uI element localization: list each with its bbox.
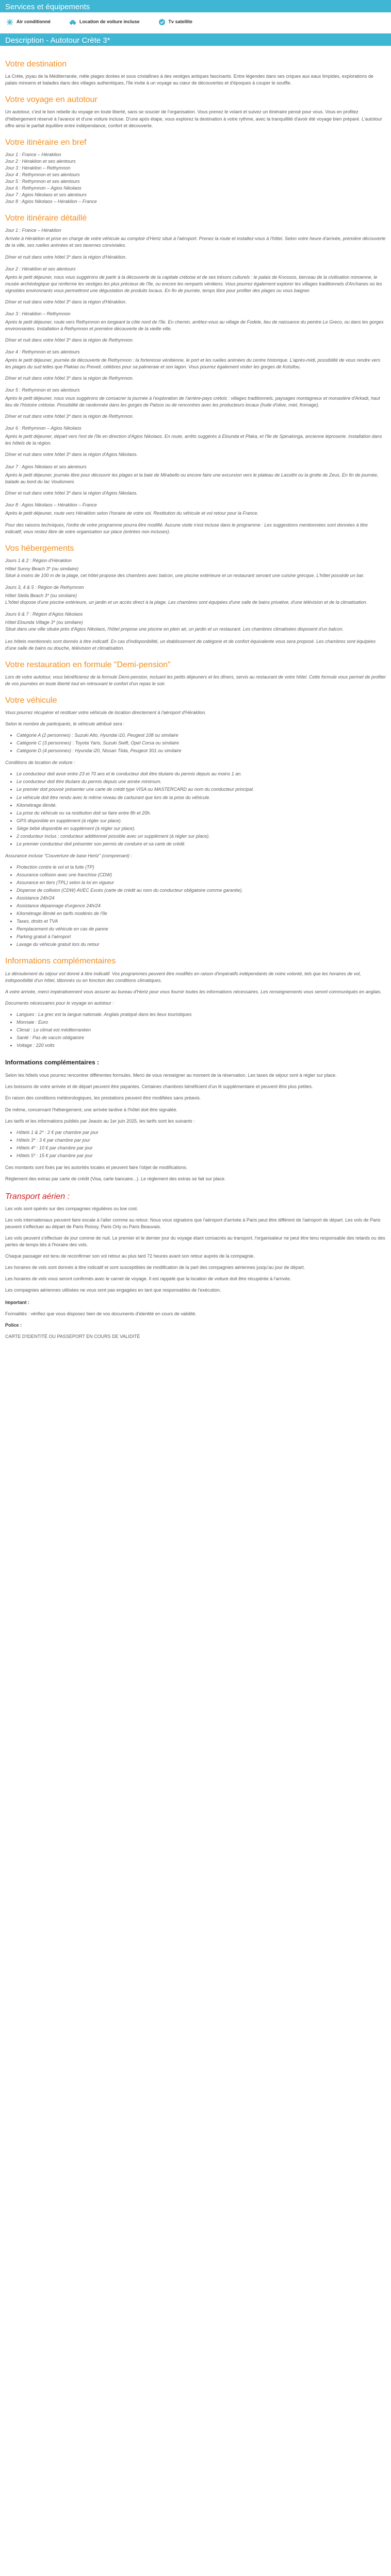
day-text: Après le petit déjeuner, route vers Rethymnon en longeant la côte nord de l'île. En chemin, arrêtez-vous au village de Fodele, lieu de naissance du peintre Le Greco, ou dans les gorges environnantes. Installation à Rethymnon et première découverte de la vieille ville. xyxy=(5,319,384,331)
itinerary-brief-item: Jour 4 : Rethymnon et ses alentours xyxy=(5,172,80,177)
check-circle-icon xyxy=(158,19,166,26)
day-text: Arrivée à Héraklion et prise en charge de votre véhicule au comptoir d'Hertz situé à l'aéroport. Prenez la route et installez-vous à l'hôtel. Selon votre heure d'arrivée, première découverte de la ville, ses ruelles animées et ses tavernes conviviales. xyxy=(5,236,386,248)
day-text: Après le petit déjeuner, nous vous suggérons de partir à la découverte de la capitale crétoise et de ses trésors culturels : le palais de Knossos, berceau de la civilisation minoenne, le musée archéologique qui renferme les vestiges les plus précieux de l'île, ou encore les remparts vénitiens. Vous pourrez également explorer les villages traditionnels d'Archanes où les vignobles environnants vous permettront une dégustation de produits locaux. En fin de journée, temps libre pour profiter des plages ou vous baigner. xyxy=(5,274,382,293)
insurance-item: • Kilométrage illimité en tarifs modérés de l'île xyxy=(17,910,386,917)
itinerary-detail-list xyxy=(5,227,386,516)
vehicle-condition: • 2 conducteur inclus ; conducteur additionnel possible avec un supplément (à régler sur place). xyxy=(17,833,386,840)
voyage-title: Votre voyage en autotour xyxy=(5,95,97,105)
hebergements-title: Vos hébergements xyxy=(5,544,74,553)
hotel-text: L'hôtel dispose d'une piscine extérieure, un jardin et un accès direct à la plage. Les chambres sont équipées d'une salle de bains privative, d'une télévision et de la climatisation. xyxy=(5,600,368,605)
doc-item: • Climat : Le climat est méditerranéen xyxy=(17,1027,386,1033)
itinerary-day xyxy=(5,311,386,344)
tarif-item: • Hôtels 5* : 15 € par chambre par jour xyxy=(17,1153,386,1159)
important-text: Formalités : vérifiez que vous disposez bien de vos documents d'identité en cours de validité. xyxy=(5,1311,197,1316)
vehicule-cond-title: Conditions de location de voiture : xyxy=(5,760,75,766)
insurance-item: • Taxes, droits et TVA xyxy=(17,918,386,925)
hebergements-list xyxy=(5,557,386,633)
service-item xyxy=(158,19,193,26)
infos2-paragraph: En raison des conditions météorologiques, les prestations peuvent être modifiées sans préavis. xyxy=(5,1095,201,1101)
infos2-last: Règlement des extras par carte de crédit (Visa, carte bancaire...). Le règlement des extras se fait sur place. xyxy=(5,1176,226,1181)
vehicle-condition: • Le premier conducteur doit présenter son permis de conduire et sa carte de crédit. xyxy=(17,841,386,848)
transport-paragraph: Les horaires de vols sont donnés à titre indicatif et sont susceptibles de modification de la part des compagnies aériennes jusqu'au jour de départ. xyxy=(5,1265,305,1270)
vehicule-conditions xyxy=(17,771,386,847)
description-content xyxy=(0,46,391,1355)
insurance-item: • Assistance 24h/24 xyxy=(17,895,386,902)
vehicle-category: • Catégorie C (3 personnes) : Toyota Yaris, Suzuki Swift, Opel Corsa ou similaire xyxy=(17,740,386,747)
day-night: Dîner et nuit dans votre hôtel 3* dans la région de Rethymnon. xyxy=(5,414,134,419)
hotel-group-title: Jours 1 & 2 : Région d'Héraklion xyxy=(5,558,72,564)
vehicle-condition: • Le véhicule doit être rendu avec le même niveau de carburant que lors de la prise du véhicule. xyxy=(17,794,386,801)
important-title: Important : xyxy=(5,1299,29,1305)
transport-title: Transport aérien : xyxy=(5,1192,70,1201)
day-text: Après le petit déjeuner, journée de découverte de Rethymnon : la forteresse vénitienne, le port et les ruelles animées du centre historique. L'après-midi, possibilité de vous rendre vers les plages du sud telles que Plakias ou Preveli, célèbres pour sa palmeraie et son lagon. Vous pourrez également visiter les gorges de Kotsifou. xyxy=(5,358,381,370)
infos2-paragraph: Les boissons de votre arrivée et de départ peuvent être payantes. Certaines chambres bénéficient d'un lit supplémentaire et peuvent être plus petites. xyxy=(5,1084,313,1090)
itinerary-day xyxy=(5,464,386,497)
hebergements-note: Les hôtels mentionnés sont donnés à titre indicatif. En cas d'indisponibilité, un établissement de catégorie et de confort équivalente vous sera proposé. Les chambres sont équipées d'une salle de bains ou douche, télévision et climatisation. xyxy=(5,638,376,651)
transport-paragraphs xyxy=(5,1206,386,1294)
itinerary-brief-item: Jour 5 : Rethymnon et ses alentours xyxy=(5,178,80,184)
services-bar: Services et équipements xyxy=(0,0,391,12)
itinerary-day xyxy=(5,349,386,382)
insurance-item: • Lavage du véhicule gratuit lors du retour xyxy=(17,941,386,948)
doc-item: • Monnaie : Euro xyxy=(17,1019,386,1026)
tarif-title: Les tarifs et les informations publiés par Jeauto au 1er juin 2025, les tarifs sont les suivants : xyxy=(5,1118,195,1124)
itinerary-brief-list xyxy=(5,151,386,205)
restauration-text: Lors de votre autotour, vous bénéficierez de la formule Demi-pension, incluant les petits déjeuners et les dîners, servis au restaurant de votre hôtel. Cette formule vous permet de profiter de vos journées en toute liberté tout en retrouvant le confort d'un repas le soir. xyxy=(5,674,386,686)
itinerary-day xyxy=(5,266,386,306)
police-text: CARTE D'IDENTITÉ OU PASSEPORT EN COURS DE VALIDITÉ xyxy=(5,1333,140,1339)
infos2-paragraph: De même, concernant l'hébergement, une arrivée tardive à l'hôtel doit être signalée. xyxy=(5,1107,178,1112)
itinerary-brief-item: Jour 1 : France – Héraklion xyxy=(5,151,61,157)
tarif-list xyxy=(17,1129,386,1159)
day-text: Après le petit déjeuner, route vers Héraklion selon l'horaire de votre vol. Restitution du véhicule et vol retour pour la France. xyxy=(5,510,258,516)
transport-paragraph: Les vols peuvent s'effectuer de jour comme de nuit. Le premier et le dernier jour du voyage étant consacrés au transport, l'organisateur ne peut être tenu responsable des retards ou des pertes de temps liés à l'horaire des vols. xyxy=(5,1235,385,1248)
vehicule-insurance xyxy=(17,864,386,948)
day-title: Jour 8 : Agios Nikolaos – Héraklion – France xyxy=(5,502,97,507)
vehicule-ins-title: Assurance incluse "Couverture de base Hertz" (comprenant) : xyxy=(5,853,133,858)
insurance-item: • Protection contre le vol et la fuite (TP) xyxy=(17,864,386,871)
vehicle-condition: • Siège bébé disponible en supplément (à régler sur place). xyxy=(17,825,386,832)
vehicule-title: Votre véhicule xyxy=(5,696,57,705)
vehicule-intro: Vous pourrez récupérer et restituer votre véhicule de location directement à l'aéroport d'Héraklion. xyxy=(5,710,206,716)
insurance-item: • Dispense de collision (CDW) AVEC Excès (carte de crédit au nom du conducteur obligatoire comme garantie). xyxy=(17,887,386,894)
hotel-group-title: Jours 3, 4 & 5 : Région de Rethymnon xyxy=(5,585,84,590)
itinerary-note: Pour des raisons techniques, l'ordre de votre programme pourra être modifié. Aucune visite n'est incluse dans le programme : Les suggestions mentionnées sont données à titre indicatif, vous restez libre de votre organisation sur place (entrées non incluses). xyxy=(5,522,368,534)
tarif-item: • Hôtels 3* : 3 € par chambre par jour xyxy=(17,1137,386,1144)
car-icon xyxy=(69,19,76,26)
itinerary-day xyxy=(5,387,386,420)
infos-docs xyxy=(17,1011,386,1049)
restauration-title: Votre restauration en formule "Demi-pension" xyxy=(5,660,171,669)
service-item xyxy=(69,19,140,26)
vehicle-condition: • La prise du véhicule ou sa restitution doit se faire entre 8h et 20h. xyxy=(17,810,386,817)
day-text: Après le petit déjeuner, journée libre pour découvrir les plages et la baie de Mirabello ou encore faire une excursion vers le plateau de Lassithi ou la grotte de Zeus. En fin de journée, balade au bord du lac Voulismeni. xyxy=(5,472,379,484)
day-title: Jour 5 : Rethymnon et ses alentours xyxy=(5,387,80,393)
transport-paragraph: Les vols internationaux peuvent faire escale à l'aller comme au retour. Nous vous signalons que l'aéroport d'arrivée à Paris peut être différent de l'aéroport de départ. Les vols de Paris peuvent s'effectuer au départ de Paris Roissy, Paris Orly ou Paris Beauvais. xyxy=(5,1217,381,1230)
infos2-title: Informations complémentaires : xyxy=(5,1059,100,1066)
vehicle-condition: • Kilométrage illimité. xyxy=(17,802,386,809)
day-title: Jour 4 : Rethymnon et ses alentours xyxy=(5,349,80,354)
vehicule-categories xyxy=(17,732,386,754)
doc-item: • Voltage : 220 volts xyxy=(17,1042,386,1049)
day-title: Jour 2 : Héraklion et ses alentours xyxy=(5,266,76,272)
day-title: Jour 7 : Agios Nikolaos et ses alentours xyxy=(5,464,87,469)
itinerary-brief-title: Votre itinéraire en bref xyxy=(5,138,87,147)
tarif-note: Ces montants sont fixés par les autorités locales et peuvent faire l'objet de modifications. xyxy=(5,1164,188,1170)
service-label: Tv satellite xyxy=(168,19,193,25)
snowflake-icon xyxy=(6,19,13,26)
transport-paragraph: Les vols sont opérés sur des compagnies régulières ou low cost. xyxy=(5,1206,138,1212)
doc-item: • Langues : La grec est la langue nationale. Anglais pratiqué dans les lieux touristiques xyxy=(17,1011,386,1018)
hotel-name: Hôtel Sunny Beach 3* (ou similaire) xyxy=(5,566,79,572)
description-bar: Description - Autotour Crète 3* xyxy=(0,33,391,46)
transport-paragraph: Les compagnies aériennes utilisées ne vous sont pas engagées en tant que responsables de l'exécution. xyxy=(5,1287,221,1293)
day-title: Jour 3 : Héraklion – Rethymnon xyxy=(5,311,71,316)
hotel-text: Situé dans une ville située près d'Agios Nikolaos, l'hôtel propose une piscine en plein air, un jardin et un restaurant. Les chambres climatisées disposent d'un balcon. xyxy=(5,626,344,632)
tarif-item: • Hôtels 4* : 10 € par chambre par jour xyxy=(17,1145,386,1151)
insurance-item: • Assurance collision avec une franchise (CDW) xyxy=(17,872,386,878)
infos-docs-title: Documents nécessaires pour le voyage en autotour : xyxy=(5,1000,114,1006)
infos-p2: A votre arrivée, merci impérativement vous assurer au bureau d'Hertz pour vous fournir toutes les informations nécessaires. Les renseignements vous seront communiqués en anglais. xyxy=(5,989,382,994)
vehicle-condition: • GPS disponible en supplément (à régler sur place). xyxy=(17,818,386,824)
insurance-item: • Assistance dépannage d'urgence 24h/24 xyxy=(17,903,386,909)
day-night: Dîner et nuit dans votre hôtel 3* dans la région de Rethymnon. xyxy=(5,376,134,381)
hotel-text: Situé à moins de 100 m de la plage, cet hôtel propose des chambres avec balcon, une piscine extérieure et un restaurant servant une cuisine grecque. L'hôtel possède un bar. xyxy=(5,573,365,579)
hotel-name: Hôtel Stella Beach 3* (ou similaire) xyxy=(5,593,77,599)
itinerary-day xyxy=(5,227,386,260)
destination-title: Votre destination xyxy=(5,60,67,69)
itinerary-day xyxy=(5,502,386,517)
infos-p1: Le déroulement du séjour est donné à titre indicatif. Vos programmes peuvent être modifiés en raison d'impératifs indépendants de notre volonté, tels que les horaires de vol, indisponibilité d'un hôtel, tâtonnés ou en fonction des conditions climatiques. xyxy=(5,971,361,983)
police-title: Police : xyxy=(5,1322,22,1328)
day-text: Après le petit déjeuner, départ vers l'est de l'île en direction d'Agios Nikolaos. En route, arrêts suggérés à Elounda et Plaka, et l'île de Spinalonga, ancienne léproserie. Installation dans les hôtels de la région. xyxy=(5,434,382,446)
hotel-name: Hôtel Elounda Village 3* (ou similaire) xyxy=(5,620,83,625)
itinerary-brief-item: Jour 2 : Héraklion et ses alentours xyxy=(5,158,76,164)
itinerary-brief-item: Jour 3 : Héraklion – Rethymnon xyxy=(5,165,71,171)
day-title: Jour 1 : France – Héraklion xyxy=(5,228,61,233)
itinerary-brief-item: Jour 7 : Agios Nikolaos et ses alentours xyxy=(5,192,87,198)
doc-item: • Santé : Pas de vaccin obligatoire xyxy=(17,1035,386,1041)
day-night: Dîner et nuit dans votre hôtel 3* dans la région d'Agios Nikolaos. xyxy=(5,452,138,457)
day-night: Dîner et nuit dans votre hôtel 3* dans la région de Rethymnon. xyxy=(5,337,134,343)
itinerary-brief-item: Jour 6 : Rethymnon – Agios Nikolaos xyxy=(5,185,82,191)
vehicule-cat-title: Selon le nombre de participants, le véhicule attribué sera : xyxy=(5,721,125,727)
service-label: Air conditionné xyxy=(17,19,51,25)
transport-paragraph: Les horaires de vols vous seront confirmés avec le carnet de voyage. Il est rappelé que la location de voiture doit être récupérée à l'arrivée. xyxy=(5,1276,291,1282)
transport-paragraph: Chaque passager est tenu de reconfirmer son vol retour au plus tard 72 heures avant son retour auprès de la compagnie. xyxy=(5,1253,255,1259)
day-night: Dîner et nuit dans votre hôtel 3* dans la région d'Agios Nikolaos. xyxy=(5,490,138,496)
infos2-paragraphs xyxy=(5,1072,386,1113)
service-label: Location de voiture incluse xyxy=(79,19,140,25)
vehicle-condition: • Le conducteur doit être titulaire du permis depuis une année minimum. xyxy=(17,778,386,785)
itinerary-brief-item: Jour 8 : Agios Nikolaos – Héraklion – France xyxy=(5,199,97,205)
vehicle-category: • Catégorie D (4 personnes) : Hyundai i20, Nissan Tiida, Peugeot 301 ou similaire xyxy=(17,748,386,754)
insurance-item: • Assurance en tiers (TPL) selon la loi en vigueur xyxy=(17,879,386,886)
hotel-group xyxy=(5,584,386,606)
service-item xyxy=(6,19,51,26)
day-title: Jour 6 : Rethymnon – Agios Nikolaos xyxy=(5,426,82,431)
voyage-text: Un autotour, c'est le bon rebelle du voyage en toute liberté, sans se soucier de l'organisation. Vous prenez le volant et suivez un itinéraire pensé pour vous. Vous en profitez d'hébergement réservé à l'avance et d'une voiture incluse. D'une após étape, vous explorez la destination à votre rythme, avec la tranquillité d'avoir été voyage bien préparé. L'autotour offre ainsi le parfait équilibre entre indépendance, confort et découverte. xyxy=(5,109,382,128)
vehicle-category: • Catégorie A (2 personnes) : Suzuki Alto, Hyundai i10, Peugeot 108 ou similaire xyxy=(17,732,386,739)
itinerary-detail-title: Votre itinéraire détaillé xyxy=(5,214,87,223)
day-night: Dîner et nuit dans votre hôtel 3* dans la région d'Héraklion. xyxy=(5,254,127,260)
infos2-paragraph: Selon les hôtels vous pourrez rencontrer différentes formules. Merci de vous renseigner au moment de la réservation. Les taxes de séjour sont à régler sur place. xyxy=(5,1073,337,1078)
hotel-group xyxy=(5,557,386,579)
hotel-group xyxy=(5,611,386,633)
vehicle-condition: • Le conducteur doit avoir entre 23 et 70 ans et le conducteur doit être titulaire du permis depuis au moins 1 an. xyxy=(17,771,386,777)
insurance-item: • Parking gratuit à l'aéroport xyxy=(17,934,386,940)
insurance-item: • Remplacement du véhicule en cas de panne xyxy=(17,926,386,933)
hotel-group-title: Jours 6 & 7 : Région d'Agios Nikolaos xyxy=(5,612,83,617)
day-night: Dîner et nuit dans votre hôtel 3* dans la région d'Héraklion. xyxy=(5,299,127,304)
vehicle-condition: • Le premier doit pouvoir présenter une carte de crédit type VISA ou MASTERCARD au nom du conducteur principal. xyxy=(17,786,386,793)
itinerary-day xyxy=(5,425,386,458)
tarif-item: • Hôtels 1 & 2* : 2 € par chambre par jour xyxy=(17,1129,386,1136)
day-text: Après le petit déjeuner, nous vous suggérons de consacrer la journée à l'exploration de l'arrière-pays crétois : villages traditionnels, paysages montagneux et monastère d'Arkadi, haut lieu de l'histoire crétoise. Possibilité de randonnée dans les gorges de Patsos ou de rencontres avec les producteurs locaux (huile d'olive, miel, fromage). xyxy=(5,396,380,408)
destination-text: La Crète, joyau de la Méditerranée, mêle plages dorées et sous cristallines à des vestiges antiques fascinants. Entre légendes dans ses criques aux eaux limpides, explorations de palais minoens et balades dans des villages authentiques, l'île invite à un voyage au cœur de découvertes et d'époques à couper le souffle. xyxy=(5,74,373,86)
infos-title: Informations complémentaires xyxy=(5,957,116,966)
services-list xyxy=(0,12,391,33)
